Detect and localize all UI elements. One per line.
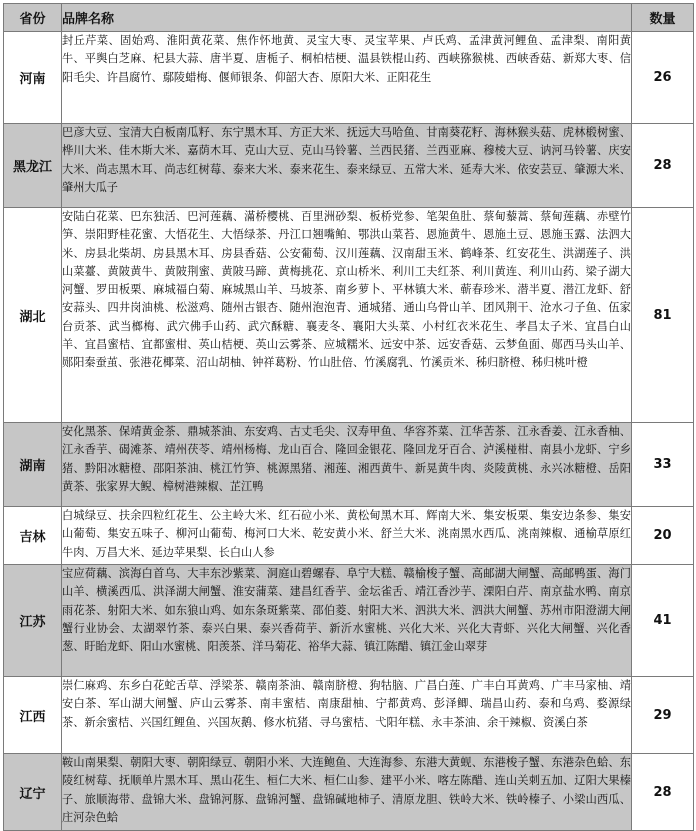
brands-cell: 崇仁麻鸡、东乡白花蛇舌草、浮梁茶、赣南茶油、赣南脐橙、狗牯脑、广昌白莲、广丰白耳黄鸡、广丰马家柚、靖安白茶、军山湖大闸蟹、庐山云雾茶、南丰蜜桔、南康甜柚、宁都黄鸡、彭泽鲫、瑞昌山药、泰和乌鸡、婺源绿茶、新余蜜桔、兴国红鲤鱼、兴国灰鹅、修水杭猪、寻乌蜜桔、弋阳年糕、永丰茶油、余干辣椒、资溪白茶: [62, 677, 632, 754]
table-row: [4, 754, 694, 831]
brands-cell: 白城绿豆、扶余四粒红花生、公主岭大米、红石砬小米、黄松甸黑木耳、辉南大米、集安板栗、集安边条参、集安山葡萄、集安五味子、柳河山葡萄、梅河口大米、乾安黄小米、舒兰大米、洮南黑水西瓜、洮南辣椒、通榆草原红牛肉、万昌大米、延边苹果梨、长白山人参: [62, 507, 632, 565]
brands-cell: 封丘芹菜、固始鸡、淮阳黄花菜、焦作怀地黄、灵宝大枣、灵宝苹果、卢氏鸡、孟津黄河鲤鱼、孟津梨、南阳黄牛、平舆白芝麻、杞县大蒜、唐半夏、唐栀子、桐柏桔梗、温县铁棍山药、西峡猕猴桃、西峡香菇、新郑大枣、信阳毛尖、许昌腐竹、鄢陵蜡梅、偃师银条、仰韶大杏、原阳大米、正阳花生: [62, 32, 632, 124]
brands-cell: 安陆白花菜、巴东独活、巴河莲藕、滿桥樱桃、百里洲砂梨、板桥党参、笔架鱼肚、蔡甸藜蒿、蔡甸莲藕、赤壁竹笋、崇阳野桂花蜜、大悟花生、大悟绿茶、丹江口翘嘴鲌、鄂洪山菜苔、恩施黄牛、恩施土豆、恩施玉露、法泗大米、房县北柴胡、房县黑木耳、房县香菇、公安葡萄、汉川莲藕、汉南甜玉米、鹤峰茶、红安花生、洪湖莲子、洪山菜薹、黄陂黄牛、黄陂荆蜜、黄陂马蹄、黄梅挑花、京山桥米、利川工夫红茶、利川黄连、利川山药、梁子湖大河蟹、罗田板栗、麻城福白菊、麻城黑山羊、马坡茶、南乡萝卜、平林镇大米、蕲春珍米、潜半夏、潜江龙虾、舒安蒜头、四井岗油桃、松滋鸡、随州古银杏、随州泡泡青、通城猪、通山乌骨山羊、团风荆干、沧水刁子鱼、伍家台贡茶、武当榔梅、武穴佛手山药、武穴酥糖、襄麦冬、襄阳大头菜、小村红衣米花生、孝昌太子米、宜昌白山羊、宜昌蜜桔、宜都蜜柑、英山桔梗、英山云雾茶、应城糯米、远安中茶、远安香菇、云梦鱼面、郧西马头山羊、郧阳秦蚕茧、张港花椰菜、沼山胡柚、钟祥葛粉、竹山肚倍、竹溪腐乳、竹溪贡米、秭归脐橙、秭归桃叶橙: [62, 208, 632, 423]
province-cell: 河南: [4, 32, 62, 124]
province-cell: 江西: [4, 677, 62, 754]
brands-cell: 巴彦大豆、宝清大白板南瓜籽、东宁黑木耳、方正大米、抚远大马哈鱼、甘南葵花籽、海林猴头菇、虎林椴树蜜、桦川大米、佳木斯大米、嘉荫木耳、克山大豆、克山马铃薯、兰西民猪、兰西亚麻、穆棱大豆、讷河马铃薯、庆安大米、尚志黑木耳、尚志红树莓、泰来大米、泰来花生、泰来绿豆、五常大米、延寿大米、依安芸豆、肇源大米、肇州大瓜子: [62, 124, 632, 208]
count-cell: 28: [632, 124, 694, 208]
province-cell: 吉林: [4, 507, 62, 565]
province-cell: 黑龙江: [4, 124, 62, 208]
province-cell: 江苏: [4, 565, 62, 677]
province-cell: 湖北: [4, 208, 62, 423]
table-row: [4, 423, 694, 507]
header-brands: 品牌名称: [62, 4, 632, 32]
count-cell: 28: [632, 754, 694, 831]
brands-cell: 宝应荷藕、滨海白首乌、大丰东沙紫菜、洞庭山碧螺春、阜宁大糕、赣榆梭子蟹、高邮湖大闸蟹、高邮鸭蛋、海门山羊、横溪西瓜、洪泽湖大闸蟹、淮安蒲菜、建昌红香芋、金坛雀舌、靖江香沙芋、溧阳白芹、南京盐水鸭、南京雨花茶、射阳大米、如东狼山鸡、如东条斑紫菜、邵伯菱、射阳大米、泗洪大米、泗洪大闸蟹、苏州市阳澄湖大闸蟹行业协会、太湖翠竹茶、泰兴白果、泰兴香荷芋、新沂水蜜桃、兴化大米、兴化大青虾、兴化大闸蟹、兴化香葱、盱眙龙虾、阳山水蜜桃、阳羡茶、洋马菊花、裕华大蒜、镇江陈醋、镇江金山翠芽: [62, 565, 632, 677]
table-row: [4, 124, 694, 208]
brands-cell: 安化黑茶、保靖黄金茶、鼎城茶油、东安鸡、古丈毛尖、汉寿甲鱼、华容芥菜、江华苦茶、江永香姜、江永香柚、江永香芋、碣滩茶、靖州茯苓、靖州杨梅、龙山百合、隆回金银花、隆回龙牙百合、泸溪椪柑、南县小龙虾、宁乡猪、黔阳冰糖橙、邵阳茶油、桃江竹笋、桃源黑猪、湘莲、湘西黄牛、新晃黄牛肉、炎陵黄桃、永兴冰糖橙、岳阳黄茶、张家界大鲵、樟树港辣椒、芷江鸭: [62, 423, 632, 507]
table-row: [4, 507, 694, 565]
table-row: [4, 565, 694, 677]
province-cell: 辽宁: [4, 754, 62, 831]
count-cell: 29: [632, 677, 694, 754]
count-cell: 41: [632, 565, 694, 677]
brand-table: [3, 3, 694, 831]
table-row: [4, 677, 694, 754]
count-cell: 81: [632, 208, 694, 423]
province-cell: 湖南: [4, 423, 62, 507]
brands-cell: 鞍山南果梨、朝阳大枣、朝阳绿豆、朝阳小米、大连鲍鱼、大连海参、东港大黄蚬、东港梭子蟹、东港杂色蛤、东陵红树莓、抚顺单片黑木耳、黑山花生、桓仁大米、桓仁山参、建平小米、喀左陈醋、连山关刺五加、辽阳大果榛子、旅顺海带、盘锦大米、盘锦河豚、盘锦河蟹、盘锦碱地柿子、清原龙胆、铁岭大米、铁岭榛子、小梁山西瓜、庄河杂色蛤: [62, 754, 632, 831]
header-row: [4, 4, 694, 32]
count-cell: 26: [632, 32, 694, 124]
header-province: 省份: [4, 4, 62, 32]
header-count: 数量: [632, 4, 694, 32]
table-row: [4, 32, 694, 124]
count-cell: 33: [632, 423, 694, 507]
table-row: [4, 208, 694, 423]
count-cell: 20: [632, 507, 694, 565]
